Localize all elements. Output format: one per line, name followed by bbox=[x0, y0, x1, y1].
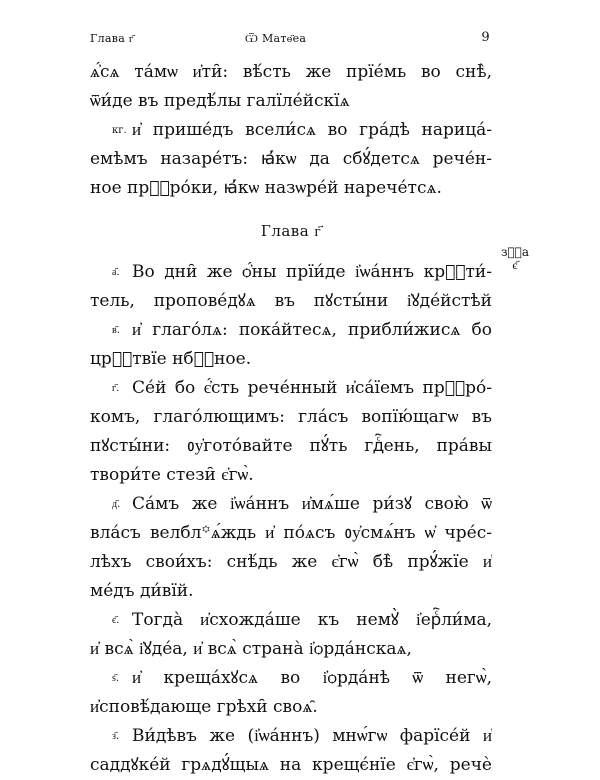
page-number: 9 bbox=[481, 30, 490, 45]
margin-note-line: зⷭ҇а bbox=[500, 245, 530, 259]
verse-text: Во дни̑ же ѻ҆́ны прїи́де і҆ѡа́ннъ крⷭ҇ти́- bbox=[132, 262, 492, 282]
text-line: тель, пропове́дꙋѧ въ пꙋсты́ни і҆ꙋде́йстѣй bbox=[90, 291, 492, 311]
verse-number: є҃. bbox=[112, 615, 120, 626]
running-header bbox=[90, 30, 490, 50]
chapter-heading: Глава г҃ bbox=[260, 222, 322, 240]
header-chapter: Глава г҃ bbox=[90, 32, 134, 45]
text-line: емѣмъ назаре́тъ: ꙗ҆́кѡ да сбꙋ́детсѧ рече́н- bbox=[90, 149, 492, 169]
verse-number: д҃. bbox=[112, 499, 121, 510]
verse-text: Тогда̀ и҆схожда́ше къ немꙋ̀ і҆ерⷭ҇ли́ма, bbox=[132, 610, 492, 630]
margin-note-line: є҃ bbox=[512, 258, 518, 272]
text-line bbox=[90, 490, 492, 519]
text-line: ное прⷪ҇ро́ки, ꙗ҆́кѡ назѡре́й нарече́тсѧ. bbox=[90, 178, 442, 198]
verse-text: и҆ креща́хꙋсѧ во і҆ѻрда́нѣ ѿ негѡ̀, bbox=[132, 668, 492, 688]
text-line bbox=[90, 606, 492, 635]
text-line bbox=[90, 258, 492, 287]
text-line: ѿи́де въ предѣ́лы галїле́йскїѧ bbox=[90, 91, 350, 111]
page-body bbox=[90, 58, 492, 780]
verse-number: а҃. bbox=[112, 267, 120, 278]
text-line: црⷭ҇твїе нбⷭ҇ное. bbox=[90, 349, 252, 369]
verse-number: з҃. bbox=[112, 731, 120, 742]
text-line: вла́съ велбл꙳ѧ́ждь и҆ по́ѧсъ ᲂу҆смѧ́нъ ѡ҆ чре́с- bbox=[90, 523, 492, 543]
text-line: комъ, глаго́лющимъ: гла́съ вопїю́щагѡ въ bbox=[90, 407, 492, 427]
text-line: и҆сповѣ́дающе грѣхи̑ своѧ̑. bbox=[90, 697, 318, 717]
text-line bbox=[90, 316, 492, 345]
text-line bbox=[90, 116, 492, 145]
verse-text: Се́й бо є҆́сть рече́нный и҆са́їемъ прⷪ҇ро́- bbox=[132, 378, 492, 398]
text-line: ме́дъ ди́вїй. bbox=[90, 581, 194, 601]
text-line: ѧ҆́сѧ та́мѡ и҆ти̑: вѣ́сть же прїе́мь во снѣ̀, bbox=[90, 62, 492, 82]
margin-reading-note bbox=[500, 246, 530, 272]
verse-text: и҆ прише́дъ всели́сѧ во гра́дѣ нарица́- bbox=[132, 120, 492, 140]
verse-text: Ви́дѣвъ же (і҆ѡа́ннъ) мнѡ́гѡ фарїсе́й и҆ bbox=[132, 726, 492, 746]
text-line: саддꙋке́й грѧдꙋ́щыѧ на крещє́нїе є҆гѡ̀, речѐ bbox=[90, 755, 492, 775]
text-line: пꙋсты́ни: ᲂу҆гото́вайте пꙋ́ть гдⷭ҇ень, пра́вы bbox=[90, 436, 492, 456]
text-line bbox=[90, 664, 492, 693]
header-book-title: Ѿ Матѳ҃еа bbox=[245, 32, 307, 45]
text-line bbox=[90, 722, 492, 751]
text-line: лѣхъ свои́хъ: снѣ́дь же є҆гѡ̀ бѣ̀ прꙋ́жїе и҆ bbox=[90, 552, 492, 572]
verse-number: кг. bbox=[112, 125, 127, 136]
verse-text: и҆ глаго́лѧ: пока́йтесѧ, прибли́жисѧ бо bbox=[132, 320, 492, 340]
verse-number: в҃. bbox=[112, 325, 120, 336]
text-line: и҆ всѧ̀ і҆ꙋде́а, и҆ всѧ̀ страна̀ і҆ѻрда́нскаѧ, bbox=[90, 639, 412, 659]
text-line: твори́те стези̑ є҆гѡ̀. bbox=[90, 465, 254, 485]
verse-number: г҃. bbox=[112, 383, 120, 394]
verse-number: ѕ҃. bbox=[112, 673, 120, 684]
verse-text: Са́мъ же і҆ѡа́ннъ и҆мѧ́ше ри́зꙋ свою̀ ѿ bbox=[132, 494, 492, 514]
text-line bbox=[90, 374, 492, 403]
